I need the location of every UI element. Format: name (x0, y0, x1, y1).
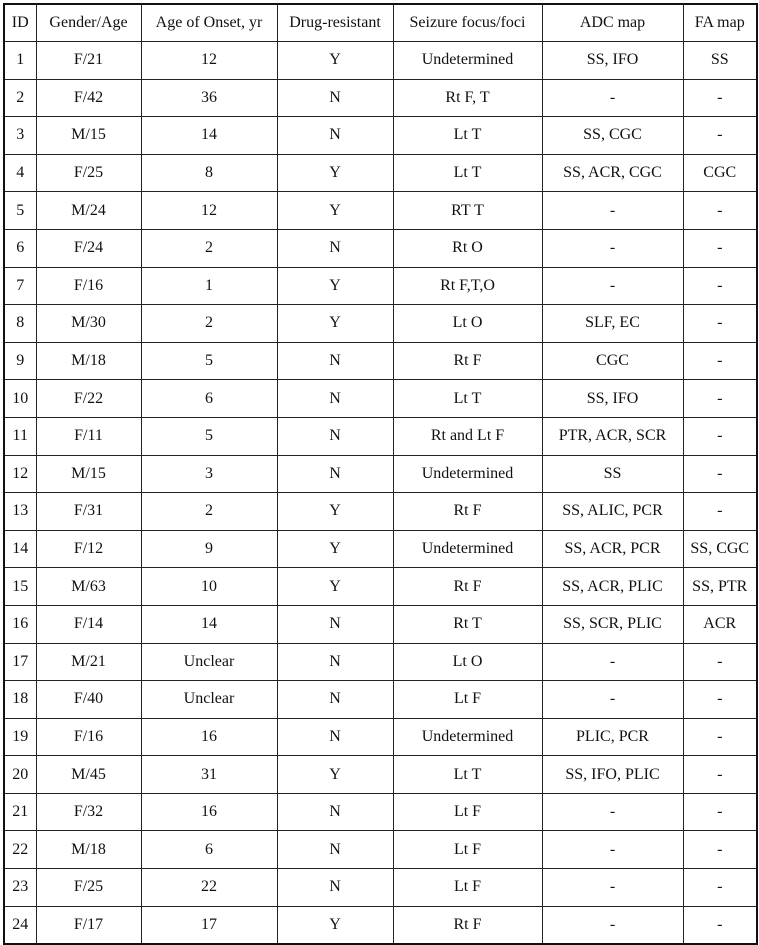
cell-fa-map: SS, PTR (683, 568, 757, 606)
cell-id: 10 (4, 380, 36, 418)
cell-id: 24 (4, 906, 36, 944)
table-row (4, 42, 757, 80)
table-row (4, 906, 757, 944)
cell-drug-resistant: N (277, 869, 393, 907)
cell-id: 4 (4, 154, 36, 192)
cell-seizure-focus: Rt F, T (393, 79, 542, 117)
cell-seizure-focus: Lt T (393, 380, 542, 418)
cell-fa-map: - (683, 417, 757, 455)
cell-adc-map: - (542, 229, 683, 267)
cell-age-of-onset: 10 (141, 568, 277, 606)
table-row (4, 117, 757, 155)
cell-gender-age: F/24 (36, 229, 141, 267)
cell-gender-age: M/21 (36, 643, 141, 681)
cell-seizure-focus: Lt T (393, 756, 542, 794)
cell-drug-resistant: N (277, 831, 393, 869)
cell-drug-resistant: N (277, 342, 393, 380)
cell-id: 7 (4, 267, 36, 305)
cell-adc-map: SS, CGC (542, 117, 683, 155)
cell-adc-map: SS (542, 455, 683, 493)
cell-age-of-onset: 22 (141, 869, 277, 907)
header-age-of-onset: Age of Onset, yr (141, 4, 277, 42)
cell-age-of-onset: 8 (141, 154, 277, 192)
cell-fa-map: - (683, 229, 757, 267)
cell-adc-map: - (542, 267, 683, 305)
cell-adc-map: SS, ACR, CGC (542, 154, 683, 192)
table-row (4, 718, 757, 756)
cell-fa-map: - (683, 718, 757, 756)
table-row (4, 568, 757, 606)
cell-seizure-focus: Rt T (393, 605, 542, 643)
cell-gender-age: F/25 (36, 154, 141, 192)
cell-adc-map: SS, IFO, PLIC (542, 756, 683, 794)
table-body (4, 42, 757, 945)
cell-seizure-focus: RT T (393, 192, 542, 230)
cell-seizure-focus: Rt F (393, 568, 542, 606)
cell-age-of-onset: 12 (141, 192, 277, 230)
cell-gender-age: F/42 (36, 79, 141, 117)
cell-fa-map: - (683, 906, 757, 944)
cell-gender-age: M/45 (36, 756, 141, 794)
table-row (4, 79, 757, 117)
cell-age-of-onset: 2 (141, 493, 277, 531)
cell-gender-age: M/18 (36, 831, 141, 869)
cell-id: 17 (4, 643, 36, 681)
cell-gender-age: F/12 (36, 530, 141, 568)
table-row (4, 756, 757, 794)
header-drug-resistant: Drug-resistant (277, 4, 393, 42)
cell-drug-resistant: N (277, 605, 393, 643)
cell-fa-map: - (683, 305, 757, 343)
cell-drug-resistant: N (277, 455, 393, 493)
cell-fa-map: - (683, 793, 757, 831)
cell-adc-map: SS, SCR, PLIC (542, 605, 683, 643)
cell-id: 2 (4, 79, 36, 117)
cell-gender-age: F/22 (36, 380, 141, 418)
cell-seizure-focus: Lt F (393, 793, 542, 831)
table-row (4, 831, 757, 869)
table-row (4, 869, 757, 907)
cell-drug-resistant: Y (277, 192, 393, 230)
cell-adc-map: PTR, ACR, SCR (542, 417, 683, 455)
cell-fa-map: - (683, 117, 757, 155)
cell-adc-map: - (542, 681, 683, 719)
cell-drug-resistant: N (277, 79, 393, 117)
cell-gender-age: M/63 (36, 568, 141, 606)
table-row (4, 643, 757, 681)
cell-adc-map: PLIC, PCR (542, 718, 683, 756)
table-header (4, 4, 757, 42)
cell-drug-resistant: Y (277, 493, 393, 531)
table-row (4, 229, 757, 267)
cell-adc-map: SLF, EC (542, 305, 683, 343)
table-row (4, 793, 757, 831)
cell-seizure-focus: Lt T (393, 154, 542, 192)
cell-drug-resistant: N (277, 229, 393, 267)
cell-drug-resistant: N (277, 380, 393, 418)
cell-id: 16 (4, 605, 36, 643)
table-row (4, 681, 757, 719)
cell-id: 3 (4, 117, 36, 155)
cell-id: 21 (4, 793, 36, 831)
cell-drug-resistant: Y (277, 267, 393, 305)
header-id: ID (4, 4, 36, 42)
cell-drug-resistant: Y (277, 568, 393, 606)
cell-gender-age: F/31 (36, 493, 141, 531)
cell-drug-resistant: Y (277, 42, 393, 80)
cell-gender-age: F/40 (36, 681, 141, 719)
cell-adc-map: SS, IFO (542, 42, 683, 80)
cell-age-of-onset: 6 (141, 831, 277, 869)
patient-table (3, 3, 758, 945)
cell-drug-resistant: N (277, 681, 393, 719)
cell-age-of-onset: 6 (141, 380, 277, 418)
cell-adc-map: SS, ACR, PLIC (542, 568, 683, 606)
cell-drug-resistant: N (277, 643, 393, 681)
cell-gender-age: M/18 (36, 342, 141, 380)
cell-gender-age: F/21 (36, 42, 141, 80)
cell-adc-map: - (542, 79, 683, 117)
cell-id: 15 (4, 568, 36, 606)
header-row (4, 4, 757, 42)
table-row (4, 417, 757, 455)
cell-age-of-onset: 5 (141, 417, 277, 455)
cell-age-of-onset: 17 (141, 906, 277, 944)
table-row (4, 342, 757, 380)
cell-seizure-focus: Lt F (393, 869, 542, 907)
cell-gender-age: M/30 (36, 305, 141, 343)
cell-id: 22 (4, 831, 36, 869)
cell-fa-map: - (683, 455, 757, 493)
cell-seizure-focus: Rt F (393, 342, 542, 380)
cell-id: 20 (4, 756, 36, 794)
cell-fa-map: - (683, 831, 757, 869)
cell-fa-map: - (683, 79, 757, 117)
table-row (4, 154, 757, 192)
cell-drug-resistant: Y (277, 154, 393, 192)
cell-gender-age: F/11 (36, 417, 141, 455)
cell-fa-map: - (683, 267, 757, 305)
cell-id: 23 (4, 869, 36, 907)
cell-drug-resistant: N (277, 718, 393, 756)
table-row (4, 455, 757, 493)
cell-seizure-focus: Rt and Lt F (393, 417, 542, 455)
cell-seizure-focus: Undetermined (393, 455, 542, 493)
table-row (4, 305, 757, 343)
cell-seizure-focus: Rt F (393, 493, 542, 531)
header-gender-age: Gender/Age (36, 4, 141, 42)
cell-seizure-focus: Lt F (393, 831, 542, 869)
cell-gender-age: M/15 (36, 455, 141, 493)
cell-age-of-onset: 3 (141, 455, 277, 493)
cell-id: 8 (4, 305, 36, 343)
header-adc-map: ADC map (542, 4, 683, 42)
cell-age-of-onset: 2 (141, 229, 277, 267)
cell-seizure-focus: Rt F (393, 906, 542, 944)
header-fa-map: FA map (683, 4, 757, 42)
cell-age-of-onset: Unclear (141, 681, 277, 719)
cell-id: 12 (4, 455, 36, 493)
cell-seizure-focus: Undetermined (393, 718, 542, 756)
cell-fa-map: - (683, 192, 757, 230)
cell-drug-resistant: N (277, 793, 393, 831)
cell-id: 19 (4, 718, 36, 756)
cell-seizure-focus: Lt T (393, 117, 542, 155)
cell-age-of-onset: 12 (141, 42, 277, 80)
cell-adc-map: - (542, 793, 683, 831)
cell-fa-map: - (683, 643, 757, 681)
table-row (4, 530, 757, 568)
cell-seizure-focus: Lt O (393, 643, 542, 681)
cell-drug-resistant: Y (277, 906, 393, 944)
cell-seizure-focus: Lt O (393, 305, 542, 343)
cell-gender-age: M/24 (36, 192, 141, 230)
cell-fa-map: SS (683, 42, 757, 80)
cell-drug-resistant: N (277, 417, 393, 455)
cell-age-of-onset: 31 (141, 756, 277, 794)
cell-age-of-onset: 5 (141, 342, 277, 380)
table-row (4, 605, 757, 643)
cell-age-of-onset: 36 (141, 79, 277, 117)
table-row (4, 493, 757, 531)
cell-age-of-onset: 16 (141, 718, 277, 756)
cell-gender-age: M/15 (36, 117, 141, 155)
cell-id: 14 (4, 530, 36, 568)
cell-age-of-onset: 1 (141, 267, 277, 305)
cell-seizure-focus: Undetermined (393, 42, 542, 80)
cell-seizure-focus: Rt F,T,O (393, 267, 542, 305)
cell-age-of-onset: Unclear (141, 643, 277, 681)
table-row (4, 380, 757, 418)
cell-adc-map: - (542, 831, 683, 869)
cell-id: 1 (4, 42, 36, 80)
cell-age-of-onset: 2 (141, 305, 277, 343)
cell-gender-age: F/16 (36, 718, 141, 756)
cell-adc-map: - (542, 906, 683, 944)
cell-age-of-onset: 9 (141, 530, 277, 568)
cell-fa-map: - (683, 342, 757, 380)
cell-gender-age: F/17 (36, 906, 141, 944)
cell-id: 18 (4, 681, 36, 719)
cell-drug-resistant: N (277, 117, 393, 155)
cell-id: 11 (4, 417, 36, 455)
cell-fa-map: - (683, 493, 757, 531)
cell-seizure-focus: Undetermined (393, 530, 542, 568)
cell-adc-map: - (542, 869, 683, 907)
cell-drug-resistant: Y (277, 530, 393, 568)
table-row (4, 192, 757, 230)
cell-seizure-focus: Rt O (393, 229, 542, 267)
cell-adc-map: CGC (542, 342, 683, 380)
cell-fa-map: - (683, 756, 757, 794)
cell-fa-map: - (683, 681, 757, 719)
cell-adc-map: - (542, 643, 683, 681)
cell-drug-resistant: Y (277, 305, 393, 343)
cell-age-of-onset: 14 (141, 117, 277, 155)
cell-fa-map: ACR (683, 605, 757, 643)
cell-age-of-onset: 16 (141, 793, 277, 831)
cell-id: 6 (4, 229, 36, 267)
header-seizure-focus: Seizure focus/foci (393, 4, 542, 42)
cell-gender-age: F/14 (36, 605, 141, 643)
cell-gender-age: F/16 (36, 267, 141, 305)
table-row (4, 267, 757, 305)
cell-age-of-onset: 14 (141, 605, 277, 643)
cell-adc-map: - (542, 192, 683, 230)
cell-drug-resistant: Y (277, 756, 393, 794)
cell-fa-map: - (683, 380, 757, 418)
cell-adc-map: SS, ACR, PCR (542, 530, 683, 568)
cell-seizure-focus: Lt F (393, 681, 542, 719)
cell-id: 9 (4, 342, 36, 380)
cell-id: 5 (4, 192, 36, 230)
cell-gender-age: F/25 (36, 869, 141, 907)
cell-id: 13 (4, 493, 36, 531)
cell-fa-map: SS, CGC (683, 530, 757, 568)
cell-fa-map: CGC (683, 154, 757, 192)
cell-fa-map: - (683, 869, 757, 907)
cell-adc-map: SS, ALIC, PCR (542, 493, 683, 531)
cell-adc-map: SS, IFO (542, 380, 683, 418)
cell-gender-age: F/32 (36, 793, 141, 831)
